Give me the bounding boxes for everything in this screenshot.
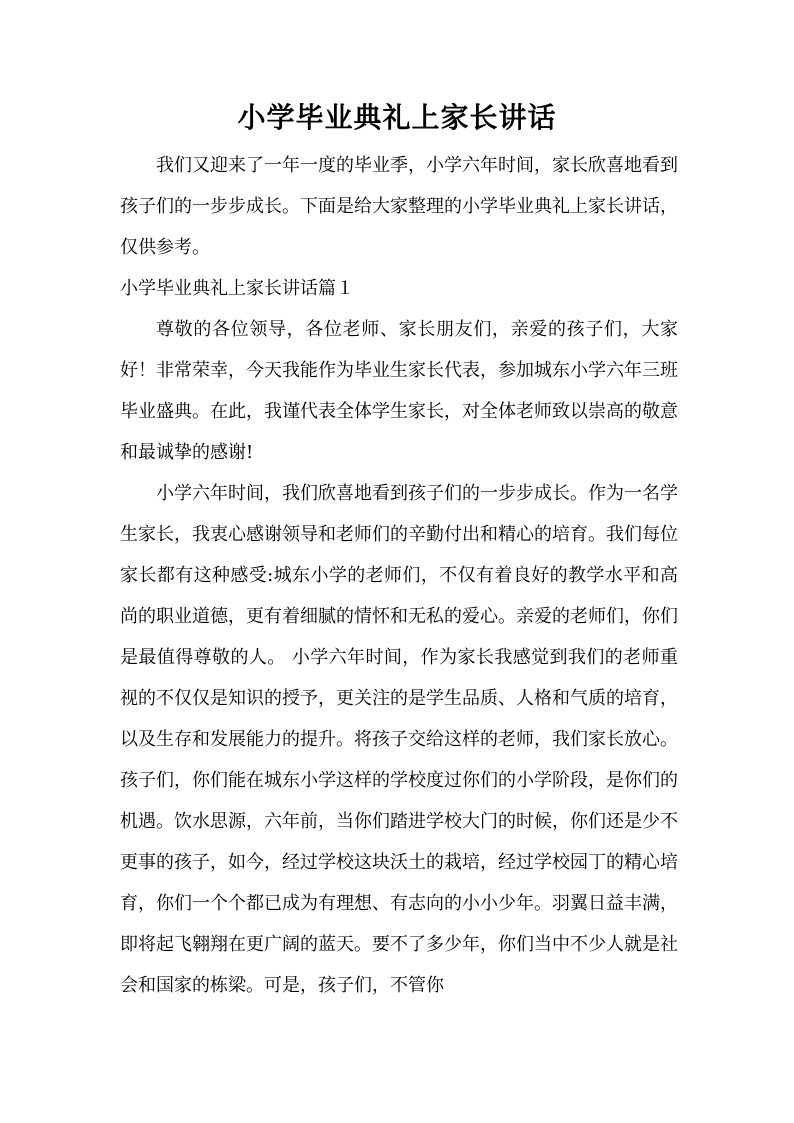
document-body [120,145,678,1006]
section-heading: 小学毕业典礼上家长讲话篇１ [120,278,354,299]
intro-paragraph: 我们又迎来了一年一度的毕业季，小学六年时间，家长欣喜地看到孩子们的一步步成长。下面是给大家整理的小学毕业典礼上家长讲话，仅供参考。 [120,155,678,258]
speech-paragraph-2: 小学六年时间，我们欣喜地看到孩子们的一步步成长。作为一名学生家长，我衷心感谢领导和老师们的辛勤付出和精心的培育。我们每位家长都有这种感受:城东小学的老师们，不仅有着良好的教学水平和高尚的职业道德，更有着细腻的情怀和无私的爱心。亲爱的老师们，你们是最值得尊敬的人。 小学六年时间，作为家长我感觉到我们的老师重视的不仅仅是知识的授予，更关注的是学生品质、人格和气质的培育，以及生存和发展能力的提升。将孩子交给这样的老师，我们家长放心。孩子们，你们能在城东小学这样的学校度过你们的小学阶段，是你们的机遇。饮水思源，六年前，当你们踏进学校大门的时候，你们还是少不更事的孩子，如今，经过学校这块沃土的栽培，经过学校园丁的精心培育，你们一个个都已成为有理想、有志向的小小少年。羽翼日益丰满，即将起飞翱翔在更广阔的蓝天。要不了多少年，你们当中不少人就是社会和国家的栋梁。可是，孩子们，不管你 [120,483,678,996]
speech-paragraph-1: 尊敬的各位领导，各位老师、家长朋友们，亲爱的孩子们，大家好！非常荣幸，今天我能作为毕业生家长代表，参加城东小学六年三班毕业盛典。在此，我谨代表全体学生家长，对全体老师致以崇高的敬意和最诚挚的感谢! [120,319,678,463]
document-title: 小学毕业典礼上家长讲话 [237,101,557,134]
